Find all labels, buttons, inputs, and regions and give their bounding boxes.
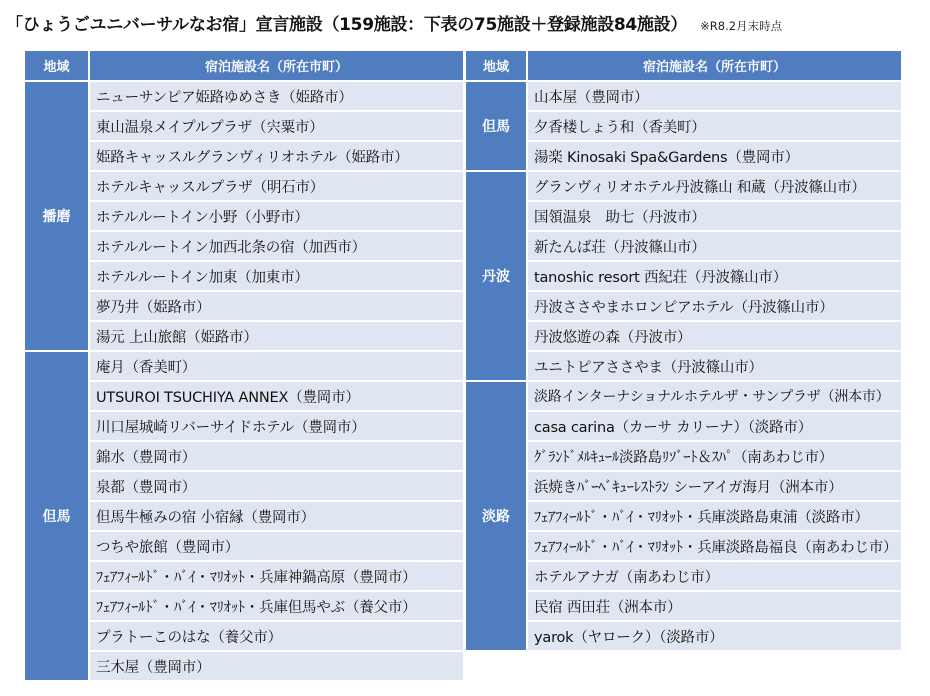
table-row (25, 620, 463, 650)
facility-name-cell: ﾌｪｱﾌｨｰﾙﾄﾞ・ﾊﾞｲ・ﾏﾘｵｯﾄ・兵庫淡路島東浦（淡路市） (528, 500, 901, 530)
facility-name-cell: つちや旅館（豊岡市） (90, 530, 463, 560)
region-cell: 但馬 (25, 350, 90, 680)
table-row (466, 530, 901, 560)
facility-name-cell: グランヴィリオホテル丹波篠山 和蔵（丹波篠山市） (528, 170, 901, 200)
facility-name-cell: 庵月（香美町） (90, 350, 463, 380)
table-row (25, 260, 463, 290)
table-row (25, 500, 463, 530)
table-row (466, 590, 901, 620)
facility-name-cell: ニューサンピア姫路ゆめさき（姫路市） (90, 80, 463, 110)
facility-name-cell: ホテルルートイン加西北条の宿（加西市） (90, 230, 463, 260)
table-row (466, 620, 901, 650)
facility-name-cell: UTSUROI TSUCHIYA ANNEX（豊岡市） (90, 380, 463, 410)
table-row (466, 260, 901, 290)
facility-name-cell: 国領温泉 助七（丹波市） (528, 200, 901, 230)
facility-name-cell: 泉都（豊岡市） (90, 470, 463, 500)
table-row (25, 230, 463, 260)
table-row (466, 440, 901, 470)
facility-name-cell: 川口屋城崎リバーサイドホテル（豊岡市） (90, 410, 463, 440)
facility-name-cell: 淡路インターナショナルホテルザ・サンプラザ（洲本市） (528, 380, 901, 410)
table-row (25, 110, 463, 140)
table-row (466, 410, 901, 440)
region-header: 地域 (466, 51, 528, 80)
name-header: 宿泊施設名（所在市町） (90, 51, 463, 80)
facility-name-cell: 湯元 上山旅館（姫路市） (90, 320, 463, 350)
table-row (466, 110, 901, 140)
table-row (25, 200, 463, 230)
facility-name-cell: 夢乃井（姫路市） (90, 290, 463, 320)
facility-name-cell: ホテルアナガ（南あわじ市） (528, 560, 901, 590)
facility-name-cell: 姫路キャッスルグランヴィリオホテル（姫路市） (90, 140, 463, 170)
facility-name-cell: 民宿 西田荘（洲本市） (528, 590, 901, 620)
facility-name-cell: 丹波悠遊の森（丹波市） (528, 320, 901, 350)
facility-name-cell: ホテルルートイン小野（小野市） (90, 200, 463, 230)
facility-name-cell: 三木屋（豊岡市） (90, 650, 463, 680)
facility-name-cell: 浜焼きﾊﾞｰﾍﾞｷｭｰﾚｽﾄﾗﾝ シーアイガ海月（洲本市） (528, 470, 901, 500)
table-row (25, 350, 463, 380)
table-row (25, 560, 463, 590)
date-note: ※R8.2月末時点 (700, 19, 783, 33)
facility-name-cell: 東山温泉メイプルプラザ（宍粟市） (90, 110, 463, 140)
region-cell: 淡路 (466, 380, 528, 650)
table-row (25, 650, 463, 680)
facility-table-left (25, 51, 463, 680)
facility-name-cell: プラトーこのはな（養父市） (90, 620, 463, 650)
facility-name-cell: 但馬牛極みの宿 小宿縁（豊岡市） (90, 500, 463, 530)
facility-name-cell: casa carina（カーサ カリーナ）（淡路市） (528, 410, 901, 440)
table-row (466, 170, 901, 200)
table-row (25, 440, 463, 470)
facility-name-cell: 湯楽 Kinosaki Spa&Gardens（豊岡市） (528, 140, 901, 170)
name-header: 宿泊施設名（所在市町） (528, 51, 901, 80)
table-row (466, 320, 901, 350)
facility-table-right (466, 51, 901, 650)
facility-name-cell: 山本屋（豊岡市） (528, 80, 901, 110)
region-cell: 丹波 (466, 170, 528, 380)
facility-name-cell: 新たんば荘（丹波篠山市） (528, 230, 901, 260)
facility-name-cell: ﾌｪｱﾌｨｰﾙﾄﾞ・ﾊﾞｲ・ﾏﾘｵｯﾄ・兵庫神鍋高原（豊岡市） (90, 560, 463, 590)
table-row (466, 470, 901, 500)
table-row (25, 410, 463, 440)
region-cell: 但馬 (466, 80, 528, 170)
facility-name-cell: ホテルキャッスルプラザ（明石市） (90, 170, 463, 200)
facility-name-cell: 夕香楼しょう和（香美町） (528, 110, 901, 140)
table-row (466, 80, 901, 110)
facility-name-cell: 丹波ささやまホロンピアホテル（丹波篠山市） (528, 290, 901, 320)
table-row (466, 140, 901, 170)
table-row (25, 470, 463, 500)
table-row (25, 170, 463, 200)
table-row (466, 290, 901, 320)
facility-name-cell: yarok（ヤローク）（淡路市） (528, 620, 901, 650)
page-title-bar (6, 10, 906, 36)
table-row (466, 230, 901, 260)
facility-name-cell: ユニトピアささやま（丹波篠山市） (528, 350, 901, 380)
table-row (25, 590, 463, 620)
region-cell: 播磨 (25, 80, 90, 350)
table-row (466, 200, 901, 230)
region-header: 地域 (25, 51, 90, 80)
table-row (25, 80, 463, 110)
facility-name-cell: ホテルルートイン加東（加東市） (90, 260, 463, 290)
table-row (25, 140, 463, 170)
table-row (466, 560, 901, 590)
table-row (466, 500, 901, 530)
facility-name-cell: ﾌｪｱﾌｨｰﾙﾄﾞ・ﾊﾞｲ・ﾏﾘｵｯﾄ・兵庫淡路島福良（南あわじ市） (528, 530, 901, 560)
table-row (466, 350, 901, 380)
table-row (466, 380, 901, 410)
facility-name-cell: ｸﾞﾗﾝﾄﾞﾒﾙｷｭｰﾙ淡路島ﾘｿﾞｰﾄ＆ｽﾊﾟ（南あわじ市） (528, 440, 901, 470)
facility-name-cell: ﾌｪｱﾌｨｰﾙﾄﾞ・ﾊﾞｲ・ﾏﾘｵｯﾄ・兵庫但馬やぶ（養父市） (90, 590, 463, 620)
facility-name-cell: 錦水（豊岡市） (90, 440, 463, 470)
facility-name-cell: tanoshic resort 西紀荘（丹波篠山市） (528, 260, 901, 290)
table-row (25, 290, 463, 320)
table-row (25, 380, 463, 410)
table-row (25, 320, 463, 350)
page-title: 「ひょうごユニバーサルなお宿」宣言施設（159施設：下表の75施設＋登録施設84施設） (6, 15, 688, 35)
table-row (25, 530, 463, 560)
